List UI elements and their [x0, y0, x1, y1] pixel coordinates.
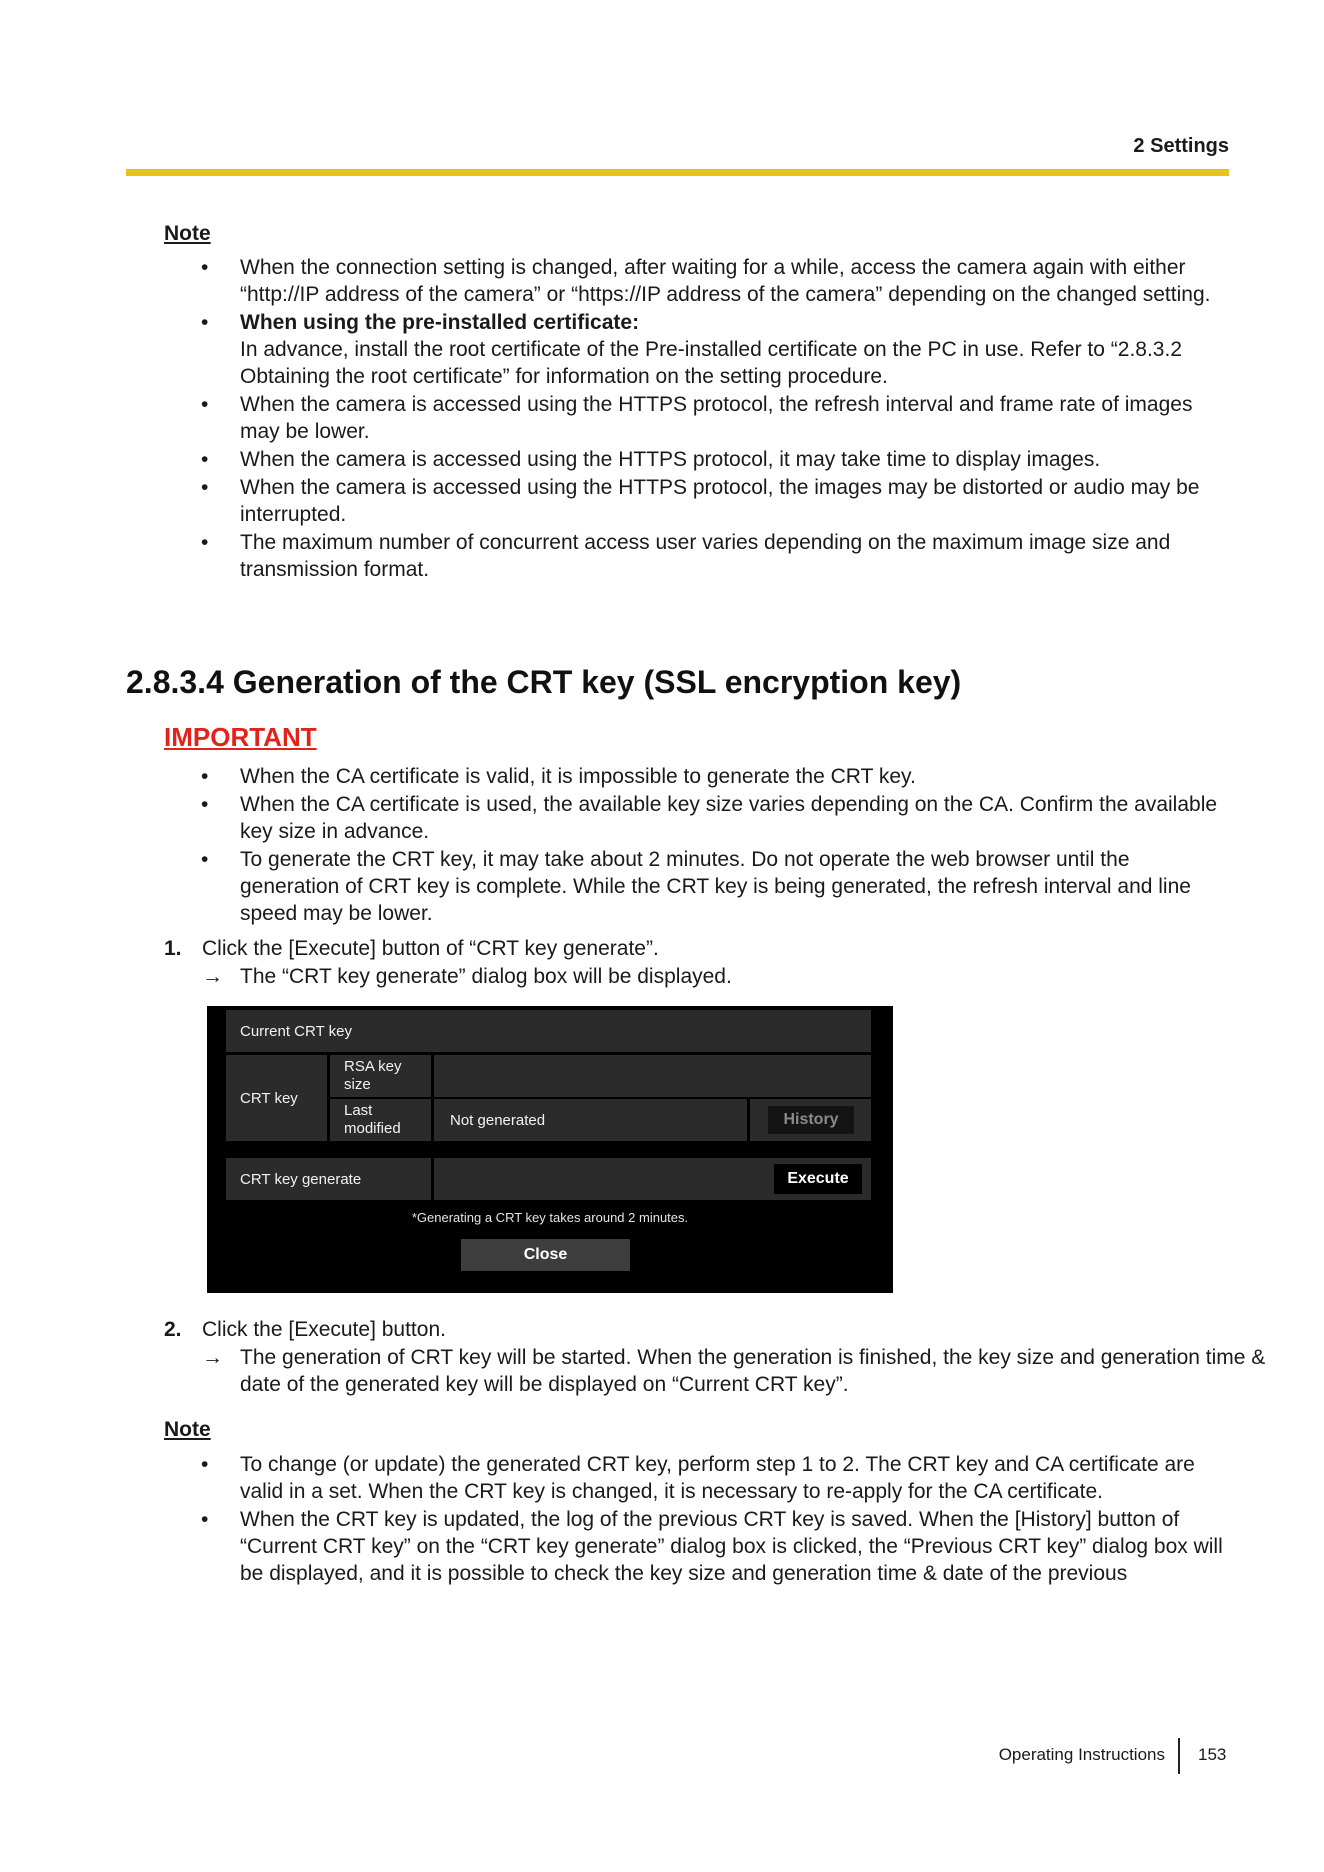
footer-divider — [1178, 1738, 1180, 1774]
list-item-text: When the camera is accessed using the HTTPS protocol, the refresh interval and frame rate of images may be lower. — [240, 393, 1193, 443]
step-number: 1. — [164, 937, 182, 960]
note-list — [164, 1451, 1229, 1588]
close-button[interactable]: Close — [461, 1239, 630, 1271]
arrow-right-icon: → — [202, 965, 223, 988]
list-item — [164, 846, 1229, 927]
list-item-text: To generate the CRT key, it may take about 2 minutes. Do not operate the web browser until the generation of CRT key is complete. While the CRT key is being generated, the refresh interval and line speed may be lower. — [240, 848, 1191, 925]
list-item — [164, 1506, 1229, 1587]
list-item — [164, 474, 1229, 528]
history-cell — [750, 1099, 871, 1141]
important-label: IMPORTANT — [164, 722, 317, 752]
step-text: Click the [Execute] button. — [202, 1318, 446, 1341]
list-item-text: When the CA certificate is used, the available key size varies depending on the CA. Confirm the available key size in advance. — [240, 793, 1218, 843]
crt-key-generate-dialog — [207, 1006, 893, 1293]
rsa-key-size-label: RSA key size — [330, 1055, 431, 1097]
result-text: The “CRT key generate” dialog box will be displayed. — [240, 965, 732, 988]
header-divider — [126, 169, 1229, 176]
list-item-text: When the CA certificate is valid, it is impossible to generate the CRT key. — [240, 765, 916, 788]
last-modified-label: Last modified — [330, 1099, 431, 1141]
note-list — [164, 254, 1229, 584]
list-item — [164, 391, 1229, 445]
note-label: Note — [164, 1418, 211, 1441]
step-1 — [164, 935, 659, 962]
list-item — [164, 254, 1229, 308]
crt-key-generate-label: CRT key generate — [226, 1158, 431, 1200]
list-item-text: When the camera is accessed using the HTTPS protocol, it may take time to display images. — [240, 448, 1101, 471]
step-1-result — [202, 963, 1267, 990]
last-modified-value: Not generated — [434, 1099, 747, 1141]
list-item — [164, 446, 1229, 473]
rsa-key-size-value — [434, 1055, 871, 1097]
list-item — [164, 529, 1229, 583]
generating-note: *Generating a CRT key takes around 2 minutes. — [411, 1210, 689, 1225]
section-header: 2 Settings — [1133, 135, 1229, 157]
list-item-text: The maximum number of concurrent access user varies depending on the maximum image size and transmission format. — [240, 531, 1171, 581]
arrow-right-icon: → — [202, 1346, 223, 1369]
list-item-text: When the connection setting is changed, after waiting for a while, access the camera again with either “http://IP address of the camera” or “https://IP address of the camera” depending on the changed setting. — [240, 256, 1211, 306]
page-number: 153 — [1198, 1745, 1227, 1764]
footer-doc-title: Operating Instructions — [998, 1745, 1165, 1764]
list-item-text: When the CRT key is updated, the log of the previous CRT key is saved. When the [History] button of “Current CRT key” on the “CRT key generate” dialog box is clicked, the “Previous CRT key” dialog box will be displayed, and it is possible to check the key size and generation time & date of the previous — [240, 1508, 1223, 1585]
list-item — [164, 763, 1229, 790]
step-2-result — [202, 1344, 1267, 1398]
step-2 — [164, 1316, 446, 1343]
list-item-text: When the camera is accessed using the HTTPS protocol, the images may be distorted or audio may be interrupted. — [240, 476, 1200, 526]
crt-key-label: CRT key — [226, 1055, 327, 1141]
crt-key-generate-cell — [434, 1158, 871, 1200]
list-item — [164, 1451, 1229, 1505]
history-button[interactable]: History — [768, 1106, 854, 1134]
list-item-text: In advance, install the root certificate of the Pre-installed certificate on the PC in use. Refer to “2.8.3.2 Obtaining the root certificate” for information on the setting procedure. — [240, 338, 1182, 388]
note-label: Note — [164, 222, 211, 245]
result-text: The generation of CRT key will be started. When the generation is finished, the key size and generation time & date of the generated key will be displayed on “Current CRT key”. — [240, 1346, 1266, 1396]
step-text: Click the [Execute] button of “CRT key generate”. — [202, 937, 659, 960]
execute-button[interactable]: Execute — [774, 1164, 862, 1194]
important-list — [164, 763, 1229, 928]
list-item — [164, 791, 1229, 845]
current-crt-key-header: Current CRT key — [226, 1010, 871, 1052]
list-item-text: To change (or update) the generated CRT key, perform step 1 to 2. The CRT key and CA certificate are valid in a set. When the CRT key is changed, it is necessary to re-apply for the CA certificate. — [240, 1453, 1195, 1503]
step-number: 2. — [164, 1318, 182, 1341]
list-item — [164, 309, 1229, 390]
section-heading: 2.8.3.4 Generation of the CRT key (SSL encryption key) — [126, 664, 962, 700]
list-item-bold: When using the pre-installed certificate: — [240, 311, 640, 334]
